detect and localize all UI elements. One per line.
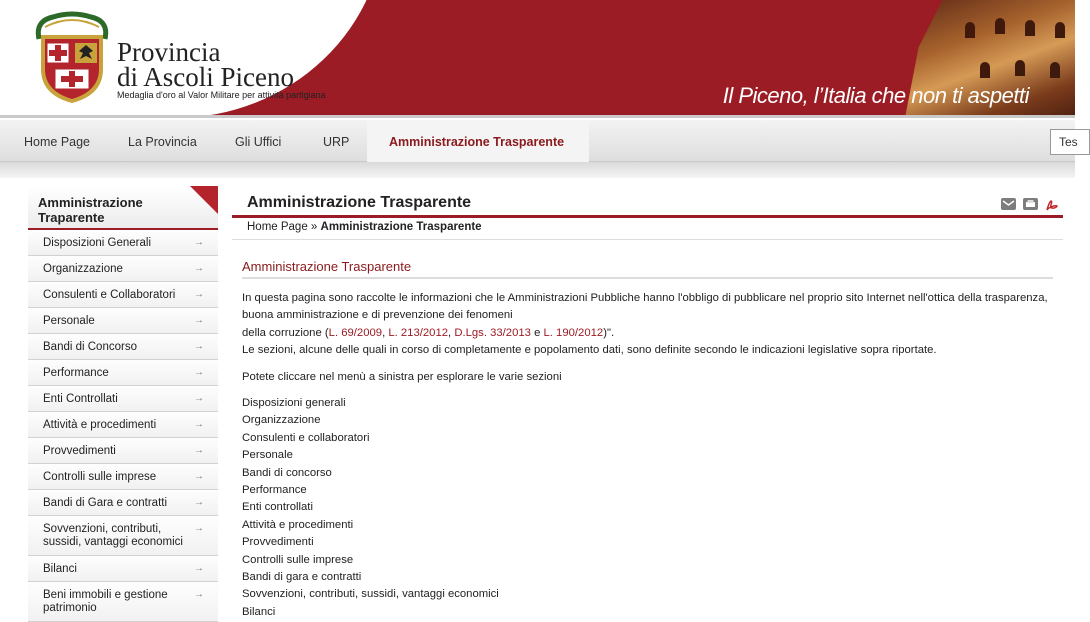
breadcrumb-home[interactable]: Home Page (247, 221, 308, 233)
print-icon[interactable] (1023, 197, 1038, 211)
sidebar-item-bandi-concorso[interactable]: Bandi di Concorso → (28, 334, 218, 360)
sidebar-item-provvedimenti[interactable]: Provvedimenti → (28, 438, 218, 464)
site-title[interactable]: Provincia di Ascoli Piceno (117, 37, 294, 92)
sidebar-item-bandi-gara[interactable]: Bandi di Gara e contratti → (28, 490, 218, 516)
sidebar-item-personale[interactable]: Personale → (28, 308, 218, 334)
list-item: Disposizioni generali (242, 397, 346, 410)
nav-la-provincia[interactable]: La Provincia (128, 135, 197, 149)
sidebar-item-disposizioni-generali[interactable]: Disposizioni Generali → (28, 230, 218, 256)
site-tagline: Il Piceno, l’Italia che non ti aspetti (722, 83, 1029, 108)
arrow-right-icon: → (194, 237, 204, 248)
arrow-right-icon: → (194, 315, 204, 326)
sidebar-heading: Amministrazione Traparente (28, 186, 218, 230)
sidebar-item-consulenti[interactable]: Consulenti e Collaboratori → (28, 282, 218, 308)
sidebar-item-beni-immobili[interactable]: Beni immobili e gestione patrimonio → (28, 582, 218, 622)
arrow-right-icon: → (194, 367, 204, 378)
article-body (242, 290, 1057, 621)
law-link-l69-2009[interactable]: L. 69/2009 (328, 326, 383, 339)
list-item: Controlli sulle imprese (242, 553, 354, 566)
arrow-right-icon: → (194, 289, 204, 300)
list-item: Consulenti e collaboratori (242, 431, 370, 444)
law-link-l190-2012[interactable]: L. 190/2012 (543, 326, 604, 339)
list-item: Provvedimenti (242, 536, 314, 549)
site-subtitle: Medaglia d'oro al Valor Militare per attività partigiana (117, 90, 326, 100)
arrow-right-icon: → (194, 497, 204, 508)
list-item: Personale (242, 449, 293, 462)
arrow-right-icon: → (194, 263, 204, 274)
sidebar-item-attivita-procedimenti[interactable]: Attività e procedimenti → (28, 412, 218, 438)
list-item: Bandi di gara e contratti (242, 570, 362, 583)
arrow-right-icon: → (194, 523, 204, 534)
breadcrumb-current: Amministrazione Trasparente (320, 221, 482, 233)
email-icon[interactable] (1001, 197, 1016, 211)
sidebar-item-sovvenzioni[interactable]: Sovvenzioni, contributi, sussidi, vantaggi economici → (28, 516, 218, 556)
breadcrumb: Home Page » Amministrazione Trasparente (247, 221, 482, 233)
sidebar-item-controlli-imprese[interactable]: Controlli sulle imprese → (28, 464, 218, 490)
nav-amministrazione-trasparente[interactable]: Amministrazione Trasparente (367, 120, 589, 162)
pdf-icon[interactable] (1044, 197, 1059, 211)
instruction-text: Potete cliccare nel menù a sinistra per esplorare le varie sezioni (242, 370, 562, 383)
main-nav (0, 120, 1075, 162)
list-item: Bandi di concorso (242, 466, 332, 479)
list-item: Performance (242, 483, 307, 496)
section-title: Amministrazione Trasparente (242, 259, 412, 274)
nav-gli-uffici[interactable]: Gli Uffici (235, 135, 282, 149)
sidebar-item-organizzazione[interactable]: Organizzazione → (28, 256, 218, 282)
nav-home[interactable]: Home Page (24, 135, 91, 149)
search-input[interactable] (1050, 129, 1090, 155)
list-item: Bilanci (242, 605, 276, 618)
intro-paragraph: In questa pagina sono raccolte le informazioni che le Amministrazioni Pubbliche hanno l'obbligo di pubblicare nel proprio sito Internet nell'ottica della trasparenza, buona amministrazione e di prevenzione dei fenomeni (242, 292, 1048, 322)
arrow-right-icon: → (194, 471, 204, 482)
law-link-dlgs33-2013[interactable]: D.Lgs. 33/2013 (454, 326, 531, 339)
list-item: Attività e procedimenti (242, 518, 354, 531)
intro-laws-line: della corruzione (L. 69/2009, L. 213/2012, D.Lgs. 33/2013 e L. 190/2012)". (242, 326, 615, 339)
sidebar-item-bilanci[interactable]: Bilanci → (28, 556, 218, 582)
arrow-right-icon: → (194, 419, 204, 430)
arrow-right-icon: → (194, 563, 204, 574)
sidebar-item-enti-controllati[interactable]: Enti Controllati → (28, 386, 218, 412)
arrow-right-icon: → (194, 445, 204, 456)
page-tools (998, 197, 1059, 211)
arrow-right-icon: → (194, 341, 204, 352)
list-item: Enti controllati (242, 501, 313, 514)
sidebar-item-performance[interactable]: Performance → (28, 360, 218, 386)
sections-list (242, 395, 1057, 621)
arrow-right-icon: → (194, 393, 204, 404)
nav-urp[interactable]: URP (323, 135, 350, 149)
site-header (0, 0, 1075, 118)
arrow-right-icon: → (194, 589, 204, 600)
coat-of-arms-icon[interactable] (33, 13, 111, 105)
intro-sections-note: Le sezioni, alcune delle quali in corso di completamente e popolamento dati, sono definite secondo le indicazioni legislative sopra riportate. (242, 344, 937, 357)
law-link-l213-2012[interactable]: L. 213/2012 (388, 326, 449, 339)
sidebar (28, 186, 218, 622)
list-item: Organizzazione (242, 414, 321, 427)
list-item: Sovvenzioni, contributi, sussidi, vantaggi economici (242, 588, 499, 601)
page-title: Amministrazione Trasparente (247, 194, 472, 211)
